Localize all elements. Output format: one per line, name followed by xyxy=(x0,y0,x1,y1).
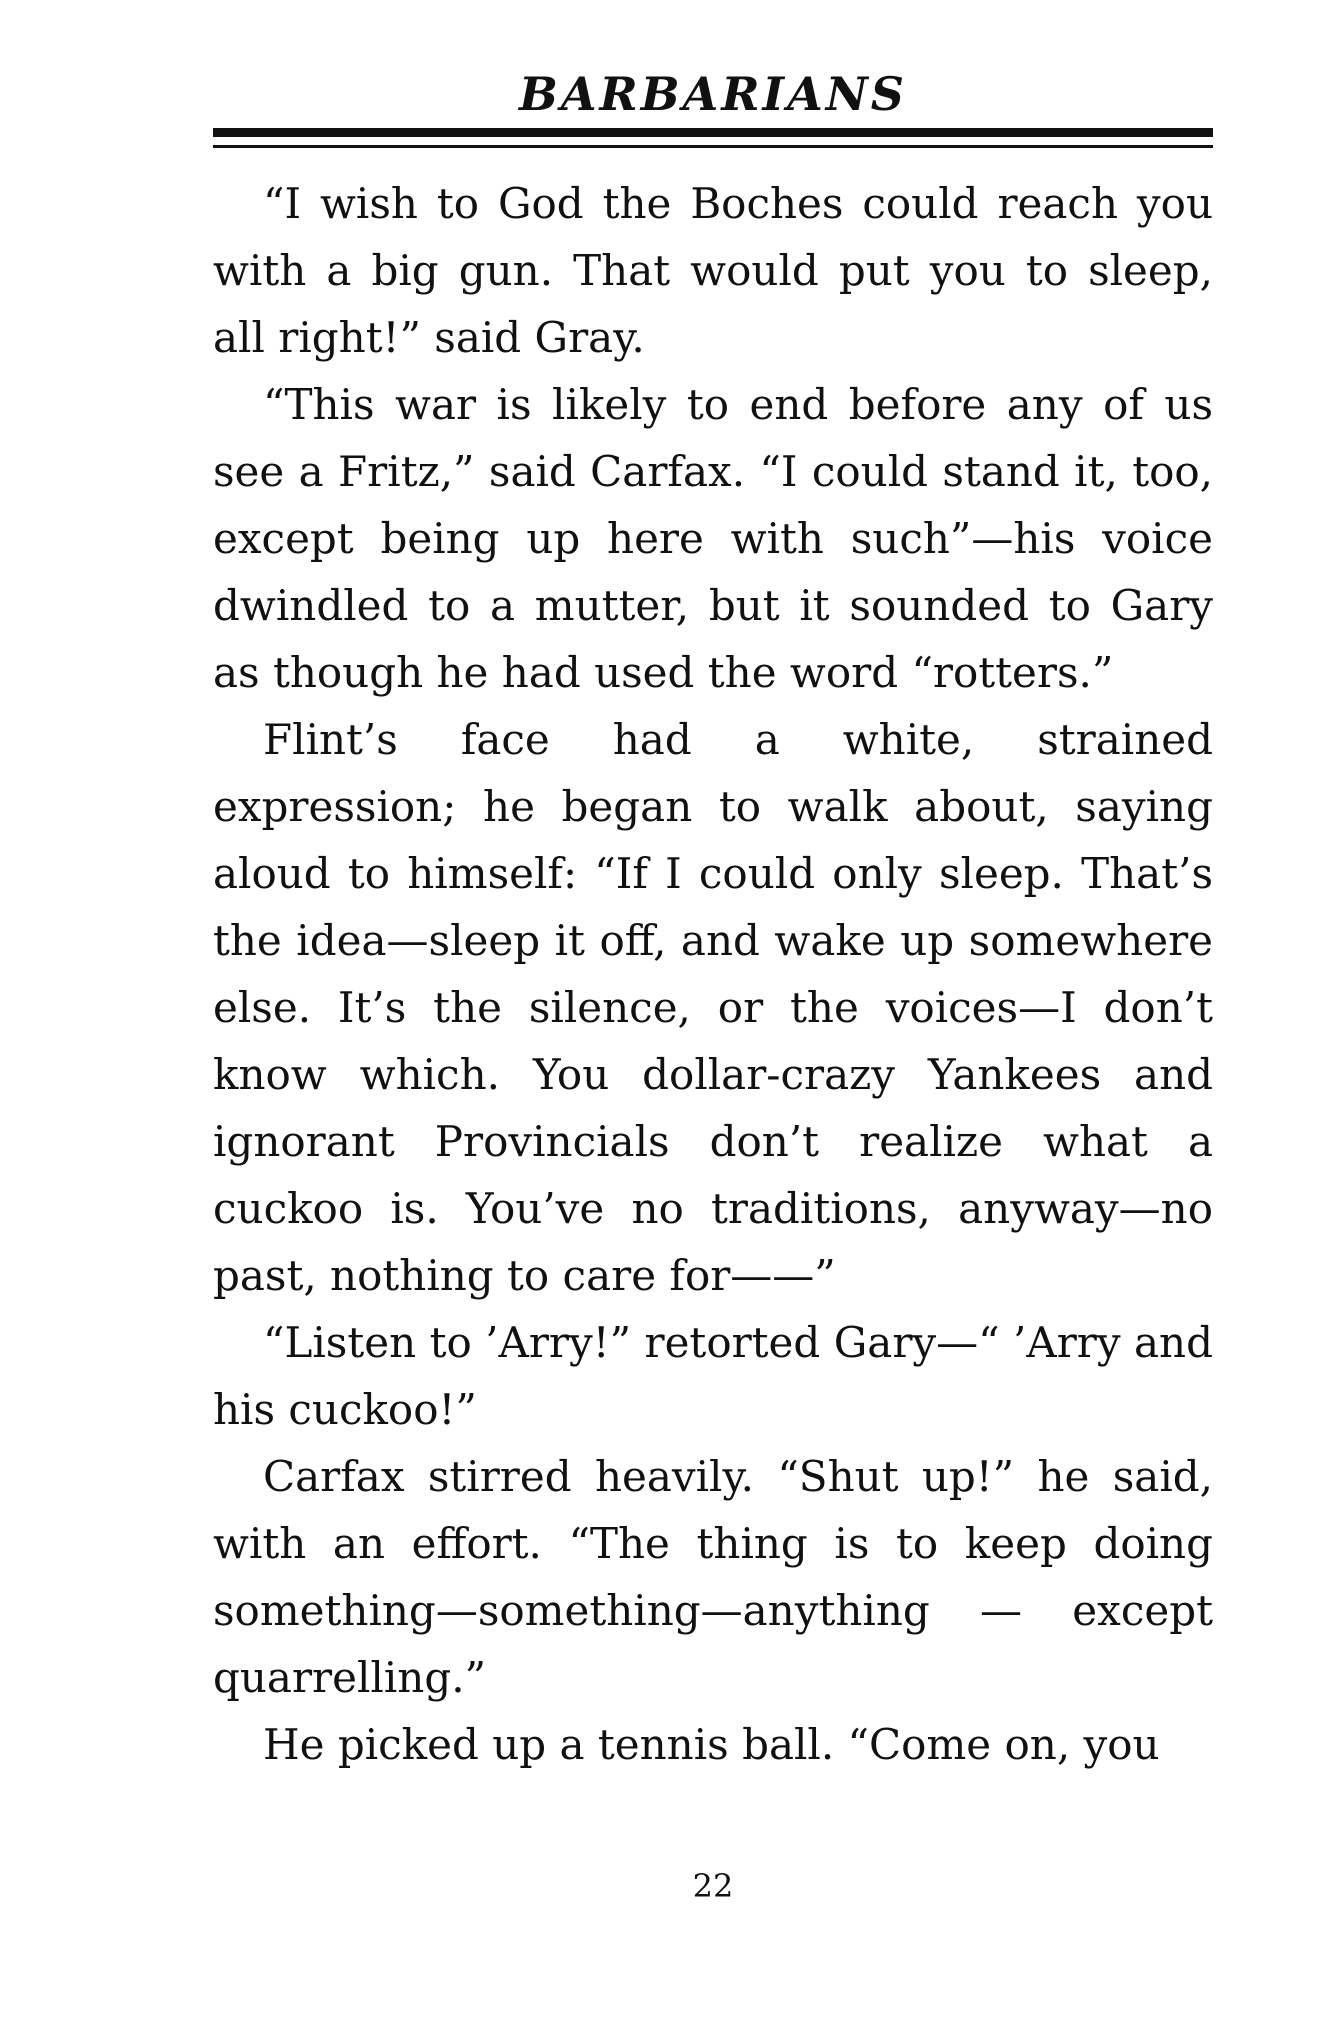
paragraph-2: “This war is likely to end before any of us see a Fritz,” said Carfax. “I could stand it, too, except being up here with such”—his voice dwindled to a mutter, but it sounded to Gary as though he had used the word “rotters.” xyxy=(213,380,1213,697)
paragraph-1: “I wish to God the Boches could reach you with a big gun. That would put you to sleep, all right!” said Gray. xyxy=(213,179,1213,362)
page-number: 22 xyxy=(692,1867,734,1905)
paragraph-5: Carfax stirred heavily. “Shut up!” he said, with an effort. “The thing is to keep doing something—something—anything — except quarrelling.” xyxy=(213,1452,1213,1702)
paragraph-4: “Listen to ’Arry!” retorted Gary—“ ’Arry and his cuckoo!” xyxy=(213,1318,1213,1434)
header-rule-thick xyxy=(213,128,1213,137)
paragraph-6: He picked up a tennis ball. “Come on, you xyxy=(263,1720,1160,1769)
header-rule-thin xyxy=(213,145,1213,148)
body-text xyxy=(213,170,1213,1778)
paragraph-3: Flint’s face had a white, strained expression; he began to walk about, saying aloud to himself: “If I could only sleep. That’s the idea—sleep it off, and wake up somewhere else. It’s the silence, or the voices—I don’t know which. You dollar-crazy Yankees and ignorant Provincials don’t realize what a cuckoo is. You’ve no traditions, anyway—no past, nothing to care for——” xyxy=(213,715,1213,1300)
running-head-title: BARBARIANS xyxy=(518,67,908,121)
